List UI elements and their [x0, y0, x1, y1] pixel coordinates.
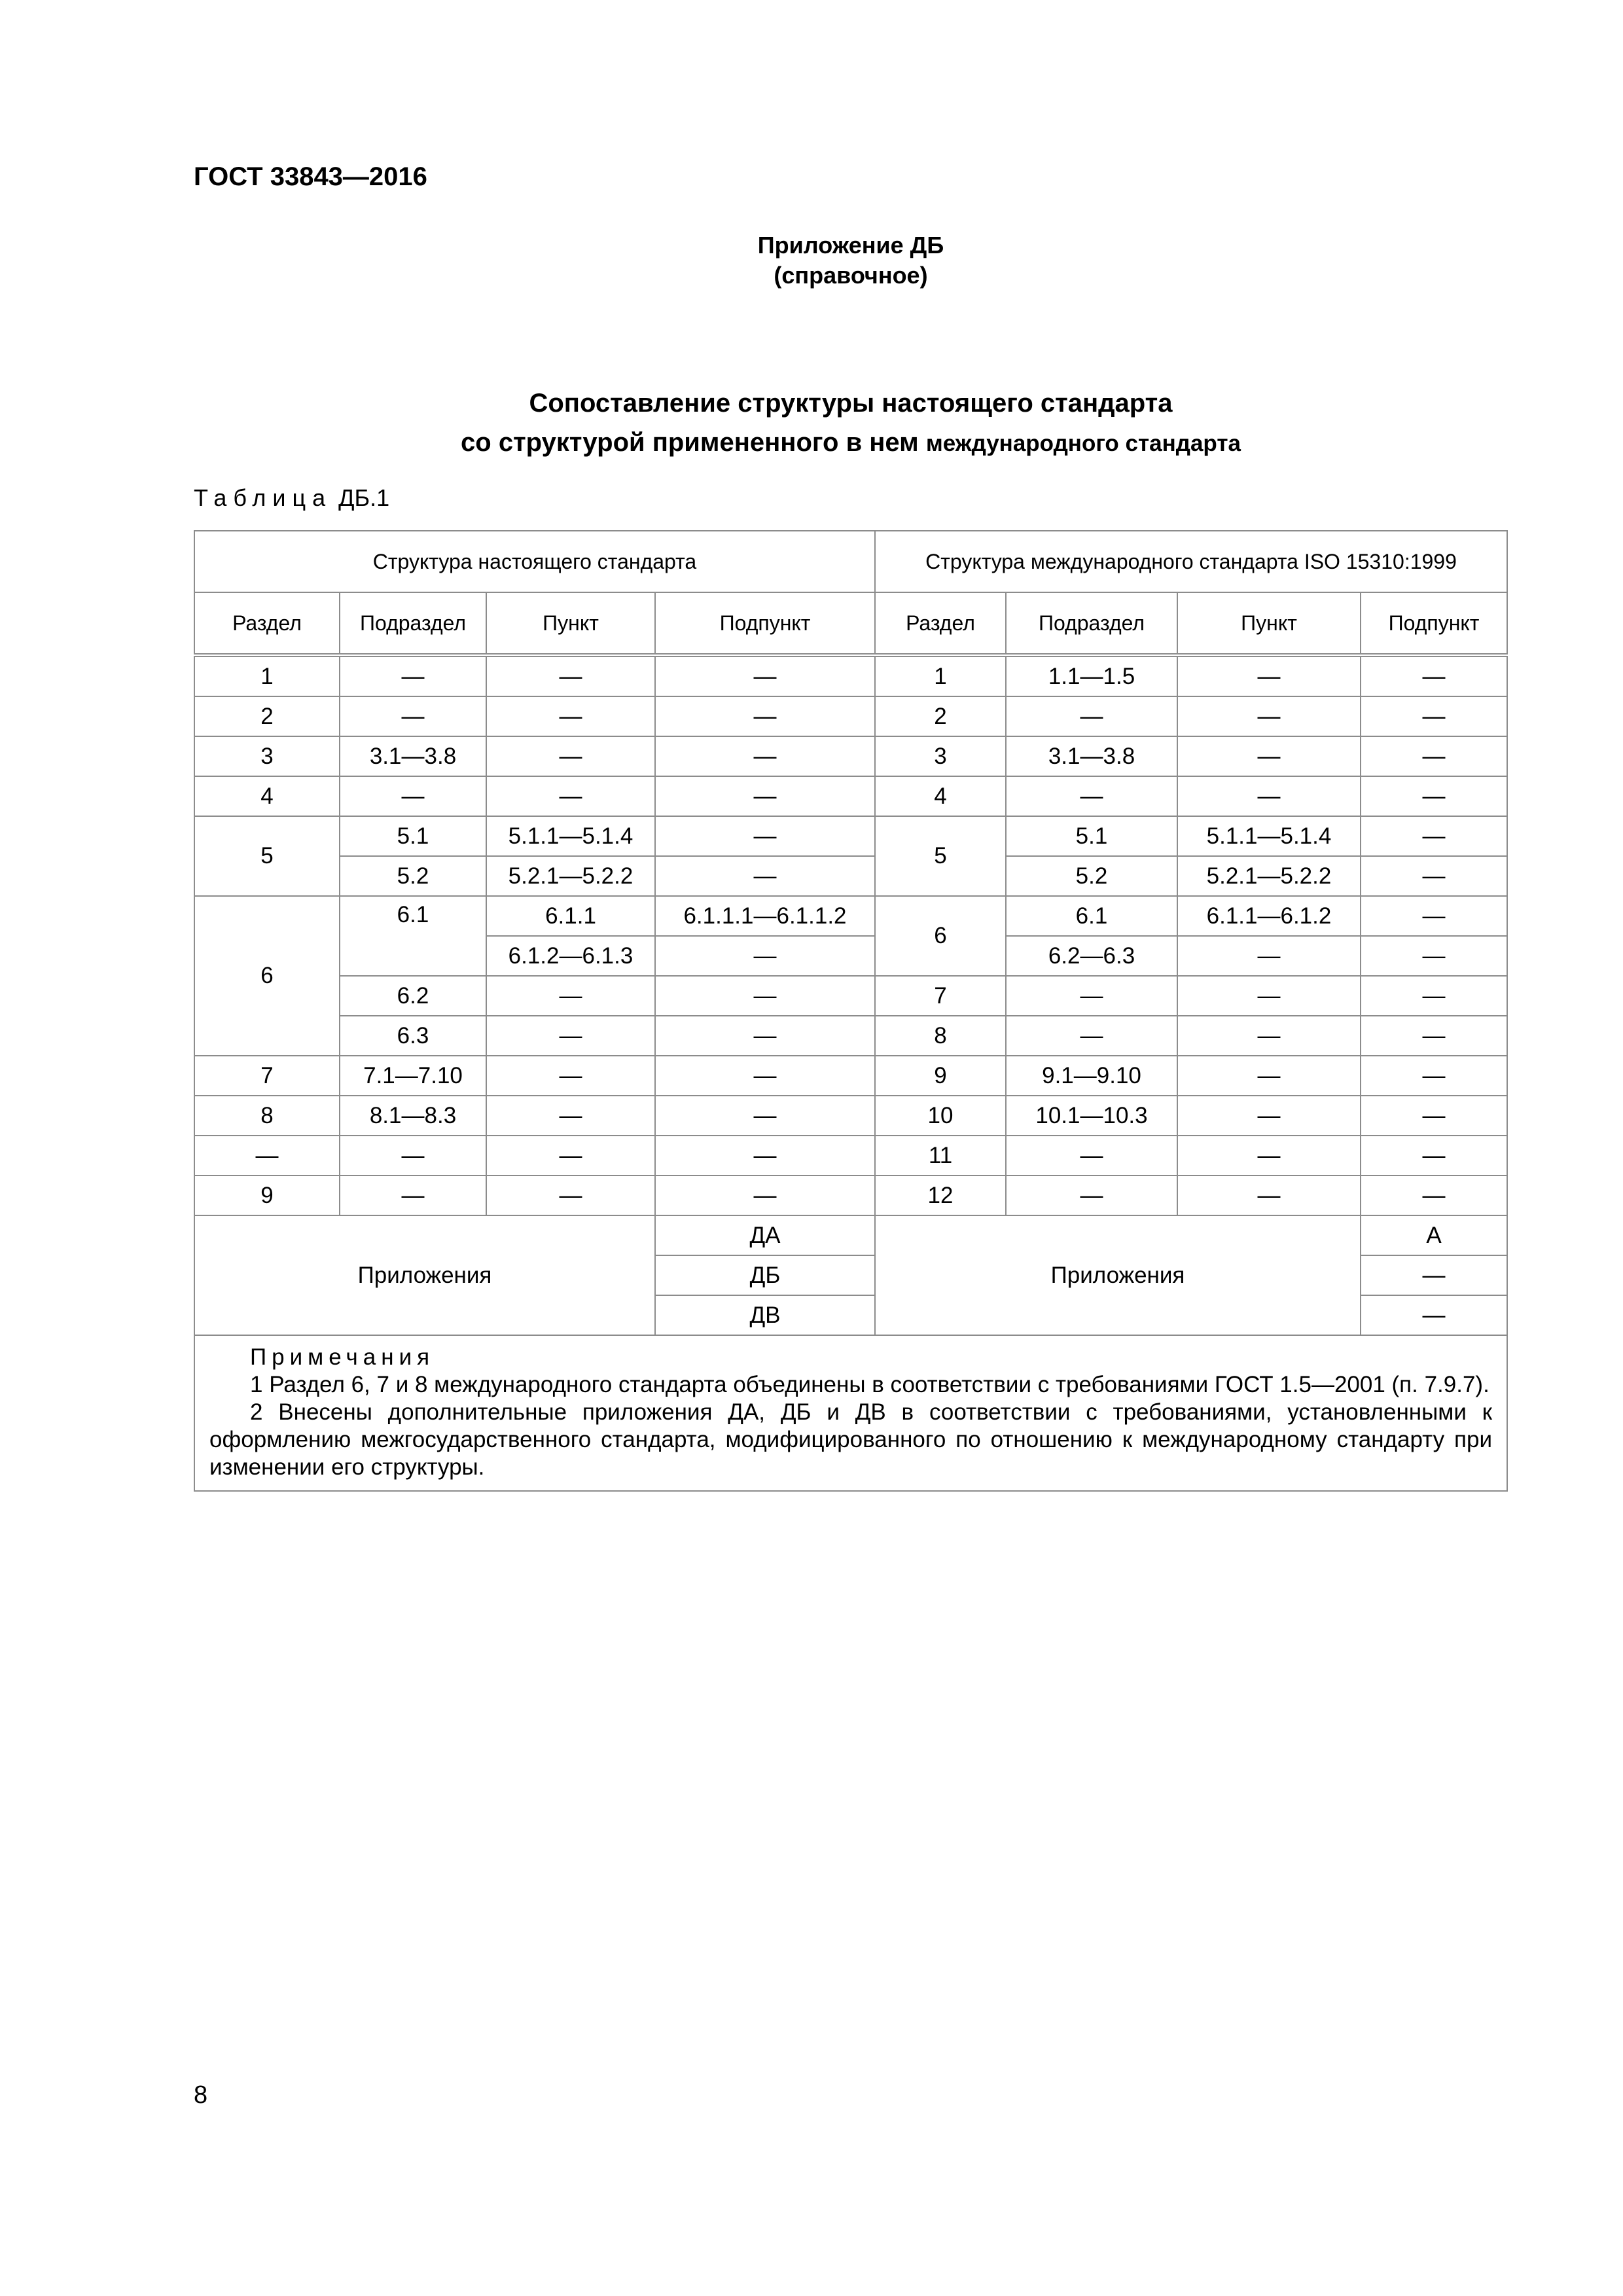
table-cell: —	[655, 1096, 875, 1136]
table-cell: 6.1.1.1—6.1.1.2	[655, 896, 875, 936]
table-cell: 10.1—10.3	[1006, 1096, 1177, 1136]
page-title	[0, 384, 1623, 463]
appendices-label-current: Приложения	[194, 1215, 655, 1335]
table-cell: 5	[194, 816, 340, 896]
appendix-cell-current: ДА	[655, 1215, 875, 1255]
table-notes	[194, 1335, 1507, 1491]
table-cell: —	[1361, 776, 1507, 816]
table-cell: —	[1177, 1175, 1361, 1215]
table-cell: —	[486, 736, 655, 776]
appendix-cell-current: ДБ	[655, 1255, 875, 1295]
title-line-2-main: со структурой примененного в нем	[461, 428, 926, 457]
table-label	[194, 484, 389, 512]
table-row	[194, 976, 1507, 1016]
table-cell: —	[486, 1136, 655, 1175]
table-cell: 1	[875, 655, 1006, 696]
appendices-label-international: Приложения	[875, 1215, 1361, 1335]
title-line-2	[0, 423, 1623, 463]
table-cell: 3	[194, 736, 340, 776]
table-cell: —	[1361, 1096, 1507, 1136]
table-cell: —	[1006, 976, 1177, 1016]
table-cell: —	[655, 856, 875, 896]
appendix-cell-international: —	[1361, 1295, 1507, 1335]
table-cell: —	[1361, 856, 1507, 896]
col-header-section-iso: Раздел	[875, 592, 1006, 655]
table-cell: —	[1361, 1056, 1507, 1096]
table-cell: —	[655, 1016, 875, 1056]
table-cell: 2	[875, 696, 1006, 736]
table-row	[194, 816, 1507, 856]
table-row	[194, 896, 1507, 936]
table-cell: 6.3	[340, 1016, 486, 1056]
table-cell: 7	[194, 1056, 340, 1096]
table-cell: —	[1006, 1175, 1177, 1215]
table-cell: 7.1—7.10	[340, 1056, 486, 1096]
table-cell: —	[194, 1136, 340, 1175]
appendix-cell-international: А	[1361, 1215, 1507, 1255]
table-cell: —	[655, 976, 875, 1016]
table-cell: —	[655, 655, 875, 696]
table-cell: 3.1—3.8	[1006, 736, 1177, 776]
table-label-number: ДБ.1	[338, 484, 390, 511]
table-row	[194, 856, 1507, 896]
table-row	[194, 1016, 1507, 1056]
table-cell: —	[340, 1136, 486, 1175]
table-cell: —	[486, 776, 655, 816]
note-item-1: 1 Раздел 6, 7 и 8 международного стандарта объединены в соответствии с требованиями ГОСТ 1.5—2001 (п. 7.9.7).	[250, 1372, 1489, 1397]
table-cell: —	[655, 936, 875, 976]
table-row	[194, 736, 1507, 776]
table-cell: —	[340, 655, 486, 696]
col-header-section: Раздел	[194, 592, 340, 655]
table-cell: —	[1177, 1096, 1361, 1136]
table-label-word: Таблица	[194, 484, 332, 511]
page-number: 8	[194, 2081, 208, 2109]
table-cell: —	[1006, 696, 1177, 736]
table-cell: 6.1	[340, 896, 486, 976]
table-cell: —	[1361, 1016, 1507, 1056]
table-cell: —	[1177, 1056, 1361, 1096]
table-cell: —	[1361, 1175, 1507, 1215]
table-cell: 6.2—6.3	[1006, 936, 1177, 976]
table-cell: —	[1177, 736, 1361, 776]
table-row	[194, 655, 1507, 696]
table-cell: 5.1.1—5.1.4	[1177, 816, 1361, 856]
table-cell: 8.1—8.3	[340, 1096, 486, 1136]
table-cell: —	[340, 696, 486, 736]
table-cell: 4	[875, 776, 1006, 816]
table-cell: 2	[194, 696, 340, 736]
table-cell: —	[1361, 655, 1507, 696]
appendix-cell-current: ДВ	[655, 1295, 875, 1335]
table-cell: —	[655, 1136, 875, 1175]
structure-comparison-table	[194, 530, 1508, 1492]
table-cell: —	[1361, 976, 1507, 1016]
table-cell: —	[1361, 816, 1507, 856]
table-cell: —	[486, 1016, 655, 1056]
table-cell: —	[1006, 1016, 1177, 1056]
table-column-header-row	[194, 592, 1507, 655]
table-cell: 11	[875, 1136, 1006, 1175]
appendices-row	[194, 1215, 1507, 1255]
table-row	[194, 1096, 1507, 1136]
table-cell: —	[1361, 736, 1507, 776]
appendix-name: Приложение ДБ	[757, 232, 944, 259]
table-cell: 5.1	[340, 816, 486, 856]
table-cell: 6	[194, 896, 340, 1056]
col-header-subsection: Подраздел	[340, 592, 486, 655]
notes-row	[194, 1335, 1507, 1491]
table-cell: —	[1177, 976, 1361, 1016]
notes-heading: Примечания	[250, 1344, 435, 1370]
table-cell: —	[486, 976, 655, 1016]
note-item-2: 2 Внесены дополнительные приложения ДА, ДБ и ДВ в соответствии с требованиями, установленными к оформлению межгосударственного стандарта, модифицированного по отношению к международному стандарту при изменении его структуры.	[209, 1399, 1493, 1480]
table-cell: 10	[875, 1096, 1006, 1136]
table-cell: 8	[194, 1096, 340, 1136]
table-cell: 5.1.1—5.1.4	[486, 816, 655, 856]
table-cell: —	[1361, 696, 1507, 736]
col-header-subsection-iso: Подраздел	[1006, 592, 1177, 655]
table-cell: 6	[875, 896, 1006, 976]
table-group-header-row	[194, 531, 1507, 592]
appendix-heading	[0, 230, 1623, 291]
table-cell: —	[655, 1175, 875, 1215]
table-cell: —	[655, 696, 875, 736]
table-cell: 3.1—3.8	[340, 736, 486, 776]
table-cell: 5.1	[1006, 816, 1177, 856]
table-cell: 5	[875, 816, 1006, 896]
table-cell: 8	[875, 1016, 1006, 1056]
table-cell: 6.2	[340, 976, 486, 1016]
table-cell: 1.1—1.5	[1006, 655, 1177, 696]
table-cell: 5.2.1—5.2.2	[486, 856, 655, 896]
table-cell: —	[655, 776, 875, 816]
table-cell: 7	[875, 976, 1006, 1016]
table-cell: 6.1.2—6.1.3	[486, 936, 655, 976]
table-cell: —	[486, 1056, 655, 1096]
table-row	[194, 1136, 1507, 1175]
table-cell: —	[486, 655, 655, 696]
title-line-2-small: международного стандарта	[925, 431, 1241, 456]
table-cell: 9	[194, 1175, 340, 1215]
table-cell: —	[1177, 655, 1361, 696]
table-cell: —	[655, 1056, 875, 1096]
table-cell: 4	[194, 776, 340, 816]
table-cell: 5.2	[1006, 856, 1177, 896]
table-cell: 6.1	[1006, 896, 1177, 936]
table-row	[194, 696, 1507, 736]
table-cell: —	[1006, 1136, 1177, 1175]
table-cell: —	[1361, 1136, 1507, 1175]
col-header-clause-iso: Пункт	[1177, 592, 1361, 655]
col-header-clause: Пункт	[486, 592, 655, 655]
table-cell: 3	[875, 736, 1006, 776]
appendix-cell-international: —	[1361, 1255, 1507, 1295]
table-cell: 1	[194, 655, 340, 696]
table-row	[194, 1175, 1507, 1215]
table-cell: —	[1177, 1016, 1361, 1056]
table-cell: —	[1361, 896, 1507, 936]
table-cell: —	[486, 696, 655, 736]
table-cell: —	[340, 1175, 486, 1215]
document-code: ГОСТ 33843—2016	[194, 162, 427, 191]
col-header-subclause: Подпункт	[655, 592, 875, 655]
table-cell: 9	[875, 1056, 1006, 1096]
table-cell: —	[486, 1175, 655, 1215]
table-cell: 5.2	[340, 856, 486, 896]
table-cell: —	[486, 1096, 655, 1136]
table-cell: 6.1.1	[486, 896, 655, 936]
appendix-type: (справочное)	[774, 262, 928, 289]
group-header-international: Структура международного стандарта ISO 15310:1999	[875, 531, 1507, 592]
table-cell: —	[1177, 936, 1361, 976]
table-cell: —	[1177, 776, 1361, 816]
table-cell: —	[655, 736, 875, 776]
table-cell: —	[1361, 936, 1507, 976]
table-cell: —	[1177, 696, 1361, 736]
table-cell: 9.1—9.10	[1006, 1056, 1177, 1096]
table-cell: —	[340, 776, 486, 816]
title-line-1: Сопоставление структуры настоящего стандарта	[529, 389, 1173, 418]
table-cell: 5.2.1—5.2.2	[1177, 856, 1361, 896]
col-header-subclause-iso: Подпункт	[1361, 592, 1507, 655]
table-cell: 12	[875, 1175, 1006, 1215]
table-cell: —	[1006, 776, 1177, 816]
table-cell: —	[655, 816, 875, 856]
group-header-current: Структура настоящего стандарта	[194, 531, 875, 592]
table-row	[194, 1056, 1507, 1096]
table-cell: 6.1.1—6.1.2	[1177, 896, 1361, 936]
table-row	[194, 776, 1507, 816]
table-cell: —	[1177, 1136, 1361, 1175]
